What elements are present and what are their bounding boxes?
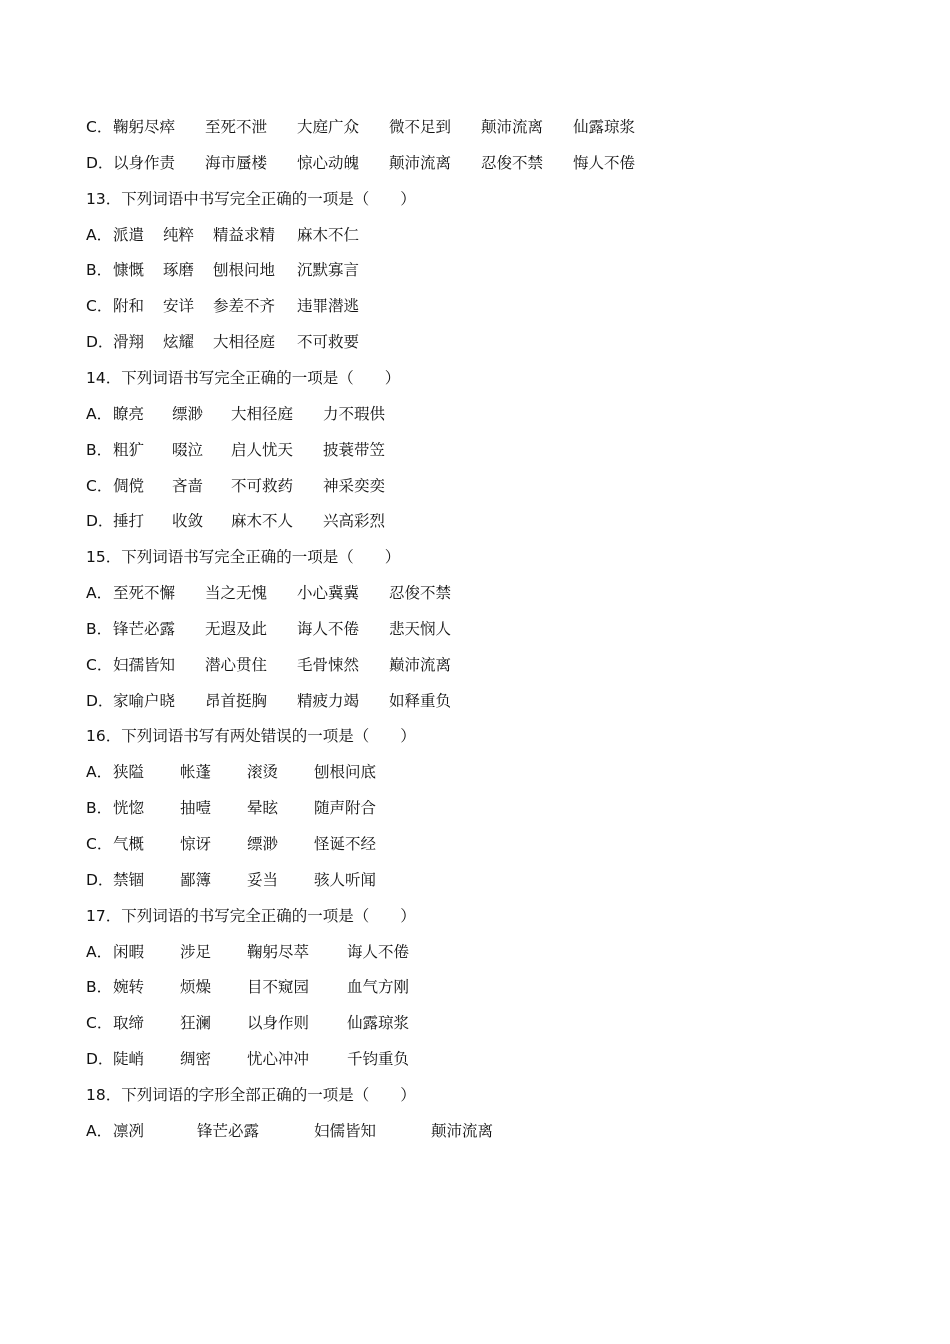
option-word: 诲人不倦 [297, 620, 360, 638]
option-word: 刨根问底 [314, 763, 377, 781]
option-word: 昂首挺胸 [205, 692, 268, 710]
option-word: 启人忧天 [231, 441, 294, 459]
option-word: 家喻户晓 [113, 692, 176, 710]
question-text: 下列词语的字形全部正确的一项是（ ） [121, 1086, 416, 1104]
option-word: 妇孺皆知 [113, 656, 176, 674]
option-word: 陡峭 [113, 1050, 145, 1068]
option-word: 附和 [113, 297, 145, 315]
option-word: 气概 [113, 835, 145, 853]
option-word: 抽噎 [180, 799, 212, 817]
option-label: C． [86, 835, 113, 853]
question-text: 下列词语书写有两处错误的一项是（ ） [121, 727, 416, 745]
question-number: 18． [86, 1086, 122, 1104]
option-word: 炫耀 [163, 333, 195, 351]
question-line [86, 904, 416, 928]
option-word: 诲人不倦 [347, 943, 410, 961]
option-word: 瞭亮 [113, 405, 145, 423]
option-word: 婉转 [113, 978, 145, 996]
option-word: 锋芒必露 [113, 620, 176, 638]
option-word: 忍俊不禁 [481, 154, 544, 172]
option-word: 狂澜 [180, 1014, 212, 1032]
option-word: 取缔 [113, 1014, 145, 1032]
option-word: 麻木不人 [231, 512, 294, 530]
option-word: 缥渺 [172, 405, 204, 423]
option-word: 不可救药 [231, 477, 294, 495]
option-label: A． [86, 226, 113, 244]
option-label: C． [86, 1014, 113, 1032]
option-label: C． [86, 297, 113, 315]
question-number: 17． [86, 907, 122, 925]
option-word: 精疲力竭 [297, 692, 360, 710]
option-label: A． [86, 943, 113, 961]
option-word: 仙露琼浆 [573, 118, 636, 136]
option-word: 违罪潜逃 [297, 297, 360, 315]
question-line [86, 366, 400, 390]
question-line [86, 724, 416, 748]
option-word: 烦燥 [180, 978, 212, 996]
option-word: 兴高彩烈 [323, 512, 386, 530]
option-word: 锋芒必露 [197, 1122, 260, 1140]
option-word: 力不瑕供 [323, 405, 386, 423]
option-word: 悲天悯人 [389, 620, 452, 638]
option-word: 惊讶 [180, 835, 212, 853]
option-word: 毛骨悚然 [297, 656, 360, 674]
option-word: 沉默寡言 [297, 261, 360, 279]
option-label: A． [86, 1122, 113, 1140]
option-word: 啜泣 [172, 441, 204, 459]
option-word: 鄙簿 [180, 871, 212, 889]
option-word: 忧心冲冲 [247, 1050, 310, 1068]
option-word: 披蓑带笠 [323, 441, 386, 459]
question-text: 下列词语中书写完全正确的一项是（ ） [121, 190, 416, 208]
option-label: D． [86, 1050, 114, 1068]
option-word: 如释重负 [389, 692, 452, 710]
option-word: 海市蜃楼 [205, 154, 268, 172]
option-label: D． [86, 333, 114, 351]
option-label: D． [86, 692, 114, 710]
option-word: 滑翔 [113, 333, 145, 351]
option-label: C． [86, 477, 113, 495]
option-word: 千钧重负 [347, 1050, 410, 1068]
option-word: 妇儒皆知 [314, 1122, 377, 1140]
option-word: 粗犷 [113, 441, 145, 459]
option-word: 大相径庭 [213, 333, 276, 351]
option-word: 颠沛流离 [431, 1122, 494, 1140]
option-label: B． [86, 799, 113, 817]
option-word: 当之无愧 [205, 584, 268, 602]
option-word: 闲暇 [113, 943, 145, 961]
option-word: 至死不泄 [205, 118, 268, 136]
option-word: 潜心贯住 [205, 656, 268, 674]
option-label: D． [86, 154, 114, 172]
option-label: C． [86, 656, 113, 674]
option-word: 捶打 [113, 512, 145, 530]
option-word: 惊心动魄 [297, 154, 360, 172]
option-label: B． [86, 978, 113, 996]
option-word: 慷慨 [113, 261, 145, 279]
option-word: 颠沛流离 [389, 154, 452, 172]
question-number: 13． [86, 190, 122, 208]
option-word: 鞠躬尽瘁 [113, 118, 176, 136]
option-word: 派遣 [113, 226, 145, 244]
option-word: 神采奕奕 [323, 477, 386, 495]
option-word: 怪诞不经 [314, 835, 377, 853]
option-word: 缥渺 [247, 835, 279, 853]
option-label: B． [86, 261, 113, 279]
question-text: 下列词语书写完全正确的一项是（ ） [121, 548, 401, 566]
option-word: 涉足 [180, 943, 212, 961]
option-word: 巅沛流离 [389, 656, 452, 674]
question-text: 下列词语的书写完全正确的一项是（ ） [121, 907, 416, 925]
option-word: 吝啬 [172, 477, 204, 495]
option-word: 安详 [163, 297, 195, 315]
option-word: 不可救要 [297, 333, 360, 351]
option-word: 大相径庭 [231, 405, 294, 423]
option-word: 骇人听闻 [314, 871, 377, 889]
option-word: 凛冽 [113, 1122, 145, 1140]
option-label: C． [86, 118, 113, 136]
option-word: 悔人不倦 [573, 154, 636, 172]
option-word: 纯粹 [163, 226, 195, 244]
option-word: 倜傥 [113, 477, 145, 495]
option-word: 忍俊不禁 [389, 584, 452, 602]
question-line [86, 1083, 416, 1107]
question-number: 14． [86, 369, 122, 387]
option-word: 绸密 [180, 1050, 212, 1068]
option-word: 无遐及此 [205, 620, 268, 638]
option-word: 随声附合 [314, 799, 377, 817]
option-label: B． [86, 620, 113, 638]
question-number: 15． [86, 548, 122, 566]
option-word: 禁锢 [113, 871, 145, 889]
question-line [86, 545, 400, 569]
option-word: 以身作责 [113, 154, 176, 172]
question-text: 下列词语书写完全正确的一项是（ ） [121, 369, 401, 387]
option-word: 微不足到 [389, 118, 452, 136]
option-label: A． [86, 405, 113, 423]
option-label: A． [86, 763, 113, 781]
option-word: 麻木不仁 [297, 226, 360, 244]
option-word: 参差不齐 [213, 297, 276, 315]
option-word: 鞠躬尽萃 [247, 943, 310, 961]
option-word: 仙露琼浆 [347, 1014, 410, 1032]
question-number: 16． [86, 727, 122, 745]
option-word: 刨根问地 [213, 261, 276, 279]
option-label: D． [86, 512, 114, 530]
option-word: 小心冀冀 [297, 584, 360, 602]
option-label: A． [86, 584, 113, 602]
option-word: 颠沛流离 [481, 118, 544, 136]
option-word: 目不窥园 [247, 978, 310, 996]
option-word: 滚烫 [247, 763, 279, 781]
option-word: 琢磨 [163, 261, 195, 279]
option-word: 血气方刚 [347, 978, 410, 996]
option-word: 妥当 [247, 871, 279, 889]
option-word: 收敛 [172, 512, 204, 530]
option-label: B． [86, 441, 113, 459]
option-label: D． [86, 871, 114, 889]
option-word: 恍惚 [113, 799, 145, 817]
option-word: 大庭广众 [297, 118, 360, 136]
option-word: 至死不懈 [113, 584, 176, 602]
option-word: 以身作则 [247, 1014, 310, 1032]
option-word: 精益求精 [213, 226, 276, 244]
option-word: 狭隘 [113, 763, 145, 781]
option-word: 晕眩 [247, 799, 279, 817]
question-line [86, 187, 416, 211]
option-word: 帐蓬 [180, 763, 212, 781]
